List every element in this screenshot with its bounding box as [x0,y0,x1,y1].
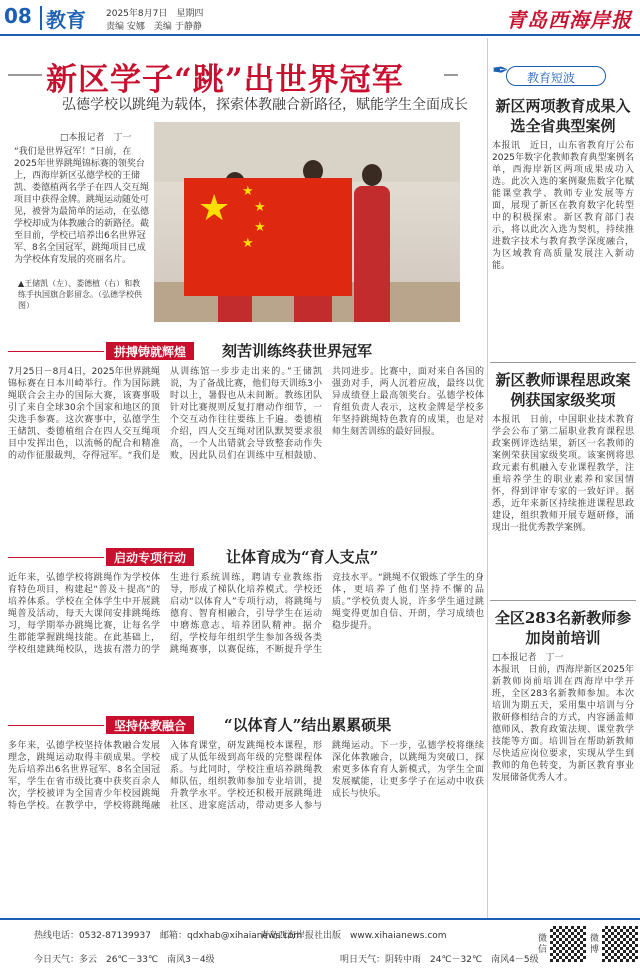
person-right-head [362,164,382,186]
hotline: 热线电话：0532-87139937 [34,931,151,941]
brief-title-3: 全区283名新教师参加岗前培训 [494,609,632,647]
section-banner-2: 启动专项行动 [106,548,194,566]
brief-divider [490,362,636,363]
section-rule [8,557,104,558]
news-photo [154,122,460,322]
section-banner-3: 坚持体教融合 [106,716,194,734]
section-title-3: “以体育人”结出累累硕果 [224,716,392,734]
main-headline: 新区学子“跳”出世界冠军 [46,62,404,98]
issue-date: 2025年8月7日 星期四 [106,9,204,19]
section-title-2: 让体育成为“育人支点” [226,548,379,566]
section-banner-1: 拼搏铸就辉煌 [106,342,194,360]
person-right [354,186,390,322]
section-body-3: 多年来，弘德学校坚持体教融合发展理念，跳绳运动取得丰硕成果。学校先后培养出6名世界冠军、8名全国冠军，学生在省市级比赛中获奖百余人次，学校被评为全国青少年校园跳绳特色学校。在教学中，学校将跳绳融入体育课堂，研发跳绳校本课程，形成了从低年级到高年级的完整课程体系。与此同时，学校注重培养跳绳教师队伍，组织教师参加专业培训，提升教学水平。学校还积极开展跳绳进社区、进家庭活动，带动更多人参与跳绳运动。下一步，弘德学校将继续深化体教融合，以跳绳为突破口，探索更多体育育人新模式，为学生全面发展赋能，让更多学子在运动中收获成长与快乐。 [8,741,484,811]
page-header [0,0,640,36]
flag-star-icon: ★ [254,220,266,235]
column-tag: 教育短波 [506,66,606,86]
email: 邮箱：qdxhab@xihaianews.com [160,931,303,941]
weather-tomorrow: 明日天气：阴转中雨 24℃－32℃ 南风4－5级 [340,955,539,965]
newspaper-brand: 青岛西海岸报 [506,8,632,32]
headline-rule-right [444,74,458,76]
byline: □本报记者 丁一 [60,133,132,143]
brief-title-1: 新区两项教育成果入选全省典型案例 [495,97,631,135]
qr-label-weibo: 微博 [590,934,600,955]
photo-caption: ▲王储凯（左）、娄德植（右）和教练手执国旗合影留念。（弘德学校供图） [18,279,142,310]
section-body-1: 7月25日－8月4日，2025年世界跳绳锦标赛在日本川崎举行。作为国际跳绳联合会主办的国际大赛，该赛事吸引了来自全球30余个国家和地区的顶尖选手参赛。这次赛事中，弘德学生王储凯、娄德植组合在四人交互绳项目中发挥出色，以流畅的配合和精准的动作征服裁判，夺得冠军。“我们是从训练馆一步步走出来的。”王储凯说，为了备战比赛，他们每天训练3小时以上，暑假也从未间断。教练团队针对比赛规则反复打磨动作细节，一个交互动作往往要练上千遍。娄德植介绍，四人交互绳对团队默契要求很高，一个人出错就会导致整套动作失败，因此队员们在训练中互相鼓励、共同进步。比赛中，面对来自各国的强劲对手，两人沉着应战，最终以优异成绩登上最高领奖台。弘德学校体育组负责人表示，这枚金牌是学校多年坚持跳绳特色教育的成果，也是对师生刻苦训练的最好回报。 [8,367,484,461]
pen-icon: ✒ [492,58,509,82]
brief-title-2: 新区教师课程思政案例获国家级奖项 [495,371,631,409]
section-body-2: 近年来，弘德学校将跳绳作为学校体育特色项目，构建起“普及＋提高”的培养体系。学校在全体学生中开展跳绳普及活动，每天大课间安排跳绳练习，每学期举办跳绳比赛，让每名学生都能掌握跳绳技能。在此基础上，学校组建跳绳校队，选拔有潜力的学生进行系统训练，聘请专业教练指导，形成了梯队化培养模式。学校还启动“以体育人”专项行动，将跳绳与德育、智育相融合，引导学生在运动中磨炼意志、培养团队精神。据介绍，学校每年组织学生参加各级各类跳绳赛事，以赛促练，不断提升学生竞技水平。“跳绳不仅锻炼了学生的身体，更培养了他们坚持不懈的品质。”学校负责人说，许多学生通过跳绳变得更加自信、开朗，学习成绩也稳步提升。 [8,573,484,655]
sub-headline: 弘德学校以跳绳为载体，探索体教融合新路径，赋能学生全面成长 [62,97,468,113]
brief-body-2: 本报讯 日前，中国职业技术教育学会公布了第二届职业教育课程思政案例评选结果，新区一名教师的案例荣获国家级奖项。该案例将思政元素有机融入专业课程教学，注重培养学生的职业素养和家国情怀，得到评审专家的一致好评。据悉，近年来新区持续推进课程思政建设，组织教师开展专题研修，涌现出一批优秀教学案例。 [492,415,634,533]
brief-divider [490,600,636,601]
lead-paragraph: “我们是世界冠军！”日前，在2025年世界跳绳锦标赛的领奖台上，西海岸新区弘德学校的王储凯、娄德植两名学子在四人交互绳项目中获得金牌。跳绳运动随处可见，被誉为最简单的运动，在弘德学校却成为体教融合的新路径。截至目前，学校已培养出6名世界冠军、8名全国冠军，跳绳项目已成为学校体育发展的亮丽名片。 [14,147,150,265]
brief-body-1: 本报讯 近日，山东省教育厅公布2025年数字化教师教育典型案例名单，西海岸新区两项成果成功入选。此次入选的案例聚焦数字化赋能课堂教学、教师专业发展等方面，展现了新区在教育数字化转型中的积极探索。新区教育部门表示，将以此次入选为契机，持续推进数字技术与教育教学深度融合，为区域教育高质量发展注入新动能。 [492,141,634,271]
section-rule [8,351,104,352]
page-number: 08 [4,4,32,28]
national-flag [184,178,352,296]
flag-star-icon: ★ [242,236,254,251]
page-footer [0,918,640,973]
publisher-info: 青岛西海岸报社出版 www.xihaianews.com [260,931,447,941]
editor-credits: 责编 安娜 美编 于静静 [106,22,202,32]
flag-star-icon: ★ [254,200,266,215]
header-divider [40,6,42,30]
section-title-1: 刻苦训练终获世界冠军 [222,342,373,360]
flag-star-icon: ★ [242,184,254,199]
weather-today: 今日天气：多云 26℃－33℃ 南风3－4级 [34,955,215,965]
weibo-qr-icon[interactable] [602,926,638,962]
brief-body-3: □本报记者 丁一 本报讯 日前，西海岸新区2025年新教师岗前培训在西海岸中学开班，全区283名新教师参加。本次培训为期五天，采用集中培训与分散研修相结合的方式，内容涵盖师德师风、教育政策法规、课堂教学技能等方面。培训旨在帮助新教师尽快适应岗位要求，实现从学生到教师的角色转变，为新区教育事业发展储备优秀人才。 [492,653,634,783]
flag-big-star-icon: ★ [198,188,231,229]
wechat-qr-icon[interactable] [550,926,586,962]
section-name: 教育 [46,8,86,32]
headline-rule-left [8,74,42,76]
section-rule [8,725,104,726]
qr-label-wechat: 微信 [538,934,548,955]
